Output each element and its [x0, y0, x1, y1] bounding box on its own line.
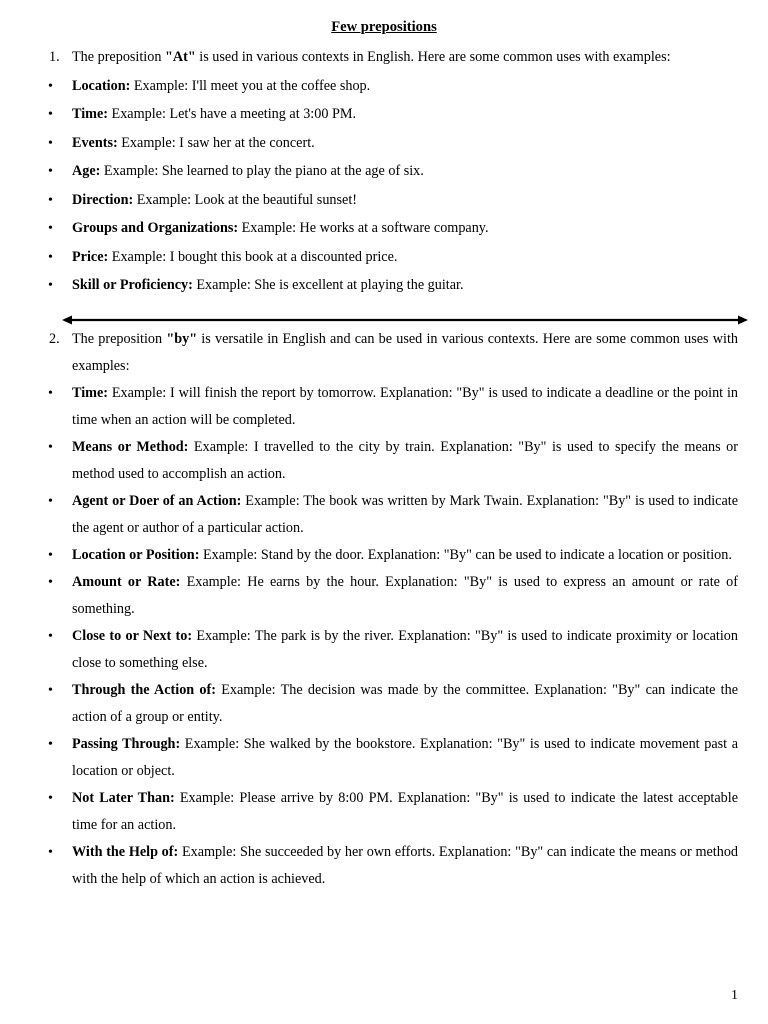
item-term: Age:	[72, 163, 101, 179]
item-term: Skill or Proficiency:	[72, 277, 193, 293]
intro-text-before: The preposition	[72, 49, 165, 65]
bullet-icon: •	[48, 386, 53, 401]
item-term: Agent or Doer of an Action:	[72, 493, 242, 509]
list-item	[0, 380, 768, 434]
item-text: Example: She learned to play the piano at the age of six.	[100, 163, 424, 179]
bullet-icon: •	[48, 791, 53, 806]
item-term: Price:	[72, 248, 109, 265]
list-item	[0, 187, 768, 214]
list-item	[0, 101, 768, 128]
list-item	[0, 677, 768, 731]
bullet-icon: •	[48, 249, 53, 265]
item-text: Example: I'll meet you at the coffee shop.	[130, 77, 371, 94]
bullet-icon: •	[48, 683, 53, 698]
list-item	[0, 569, 768, 623]
list-item	[0, 839, 768, 893]
item-text: Example: The book was written by Mark Twain. Explanation: "By" is used to indicate the agent or author of a particular action.	[72, 493, 739, 536]
bullet-icon: •	[48, 440, 53, 455]
item-text: Example: Please arrive by 8:00 PM. Explanation: "By" is used to indicate the latest acceptable time for an action.	[72, 790, 738, 833]
bullet-icon: •	[48, 278, 53, 293]
item-term: Means or Method:	[72, 439, 189, 455]
section-number: 1.	[49, 49, 60, 65]
item-text: Example: Stand by the door. Explanation: "By" can be used to indicate a location or position.	[199, 547, 732, 563]
list-item	[0, 434, 768, 488]
intro-text-after: is versatile in English and can be used in various contexts. Here are some common uses with examples:	[72, 331, 738, 374]
list-item	[0, 488, 768, 542]
item-term: Close to or Next to:	[72, 628, 193, 644]
bullet-icon: •	[48, 494, 53, 509]
item-term: Location or Position:	[72, 547, 200, 563]
bullet-icon: •	[48, 135, 53, 151]
section-intro	[0, 44, 768, 71]
section-intro	[0, 326, 768, 380]
bullet-icon: •	[48, 221, 53, 236]
bullet-icon: •	[48, 192, 53, 208]
intro-text-before: The preposition	[72, 331, 167, 347]
item-text: Example: The decision was made by the committee. Explanation: "By" can indicate the action of a group or entity.	[72, 682, 738, 725]
intro-keyword: "At"	[165, 49, 196, 65]
intro-keyword: "by"	[166, 331, 198, 347]
item-text: Example: Look at the beautiful sunset!	[133, 191, 357, 208]
item-text: Example: I bought this book at a discounted price.	[108, 248, 398, 265]
bullet-icon: •	[48, 575, 53, 590]
bullet-icon: •	[48, 548, 53, 563]
list-item	[0, 215, 768, 242]
list-item	[0, 731, 768, 785]
item-text: Example: The park is by the river. Explanation: "By" is used to indicate proximity or location close to something else.	[72, 628, 738, 671]
item-text: Example: Let's have a meeting at 3:00 PM.	[108, 106, 357, 122]
document-title: Few prepositions	[331, 19, 437, 35]
bullet-icon: •	[48, 164, 53, 179]
item-term: Location:	[72, 77, 131, 94]
bullet-icon: •	[48, 629, 53, 644]
bullet-icon: •	[48, 107, 53, 122]
section-by	[0, 326, 768, 893]
item-text: Example: I travelled to the city by train. Explanation: "By" is used to specify the means or method used to accomplish an action.	[72, 439, 738, 482]
list-item	[0, 272, 768, 299]
item-term: Not Later Than:	[72, 790, 175, 806]
list-item	[0, 73, 768, 100]
bullet-icon: •	[48, 845, 53, 860]
list-item	[0, 130, 768, 157]
item-text: Example: She walked by the bookstore. Explanation: "By" is used to indicate movement past a location or object.	[72, 736, 738, 779]
double-arrow-divider	[62, 314, 748, 326]
item-term: Groups and Organizations:	[72, 220, 239, 236]
item-text: Example: He earns by the hour. Explanation: "By" is used to express an amount or rate of something.	[72, 574, 738, 617]
item-text: Example: I saw her at the concert.	[117, 134, 315, 151]
intro-text-after: is used in various contexts in English. Here are some common uses with examples:	[195, 49, 671, 65]
list-item	[0, 542, 768, 569]
bullet-icon: •	[48, 78, 53, 94]
item-term: Events:	[72, 134, 118, 151]
item-term: Through the Action of:	[72, 682, 216, 698]
item-text: Example: He works at a software company.	[238, 220, 489, 236]
list-item	[0, 244, 768, 271]
section-at	[0, 44, 768, 299]
item-term: Direction:	[72, 191, 134, 208]
item-term: With the Help of:	[72, 844, 179, 860]
item-text: Example: She succeeded by her own efforts. Explanation: "By" can indicate the means or method with the help of which an action is achieved.	[72, 844, 739, 887]
item-term: Time:	[72, 385, 108, 401]
list-item	[0, 785, 768, 839]
item-term: Amount or Rate:	[72, 574, 181, 590]
item-term: Passing Through:	[72, 736, 181, 752]
list-item	[0, 158, 768, 185]
page-number: 1	[731, 988, 738, 1003]
item-text: Example: She is excellent at playing the guitar.	[192, 277, 464, 293]
list-item	[0, 623, 768, 677]
bullet-icon: •	[48, 737, 53, 752]
item-term: Time:	[72, 106, 108, 122]
item-text: Example: I will finish the report by tomorrow. Explanation: "By" is used to indicate a deadline or the point in time when an action will be completed.	[72, 385, 738, 428]
section-number: 2.	[49, 331, 60, 347]
